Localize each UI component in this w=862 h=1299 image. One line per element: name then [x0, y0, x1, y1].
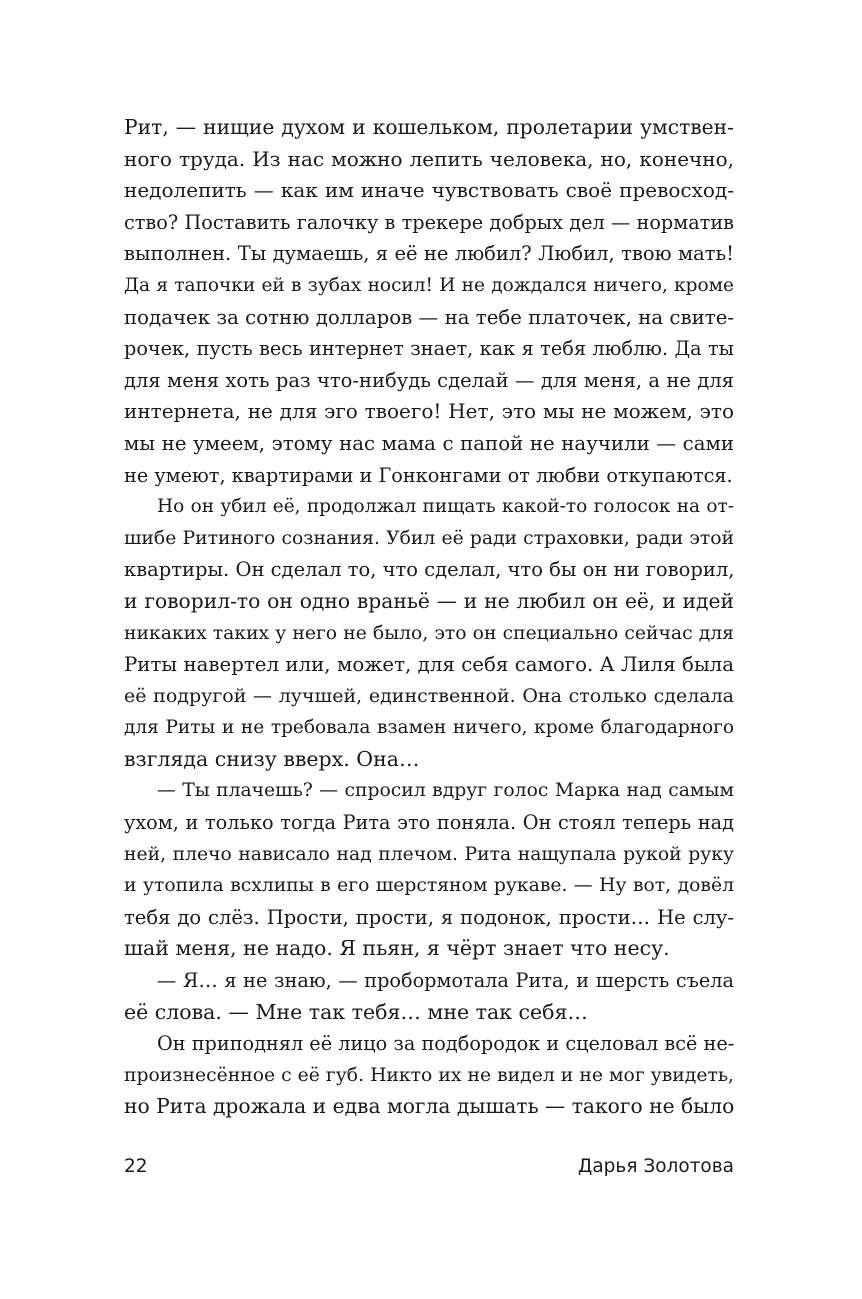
text-line: не умеют, квартирами и Гонконгами от любви откупаются.: [124, 463, 733, 487]
text-line: Да я тапочки ей в зубах носил! И не дождался ничего, кроме: [124, 274, 734, 296]
text-line: ней, плечо нависало над плечом. Рита нащупала рукой руку: [124, 843, 734, 865]
text-line: но Рита дрожала и едва могла дышать — такого не было: [124, 1094, 735, 1119]
text-line: мы не умеем, этому нас мама с папой не научили — сами: [124, 431, 734, 455]
author-name: Дарья Золотова: [577, 1156, 734, 1177]
text-line: шай меня, не надо. Я пьян, я чёрт знает что несу.: [124, 936, 670, 961]
page-number: 22: [124, 1156, 148, 1177]
body-text: [124, 112, 734, 1123]
text-line: и говорил-то он одно враньё — и не любил он её, и идей: [124, 588, 734, 613]
text-line: Рит, — нищие духом и кошельком, пролетарии умствен-: [124, 115, 734, 139]
text-line: её слова. — Мне так тебя… мне так себя…: [124, 999, 588, 1024]
text-line: ство? Поставить галочку в трекере добрых дел — норматив: [124, 210, 734, 234]
text-line: подачек за сотню долларов — на тебе платочек, на свите-: [124, 305, 735, 329]
text-line: для меня хоть раз что-нибудь сделай — для меня, а не для: [124, 368, 734, 392]
text-line: выполнен. Ты думаешь, я её не любил? Любил, твою мать!: [124, 242, 734, 266]
text-line: рочек, пусть весь интернет знает, как я тебя люблю. Да ты: [124, 337, 734, 361]
text-line: — Я… я не знаю, — пробормотала Рита, и шерсть съела: [157, 969, 734, 993]
text-line: ухом, и только тогда Рита это поняла. Он стоял теперь над: [124, 811, 734, 835]
text-line: её подругой — лучшей, единственной. Она столько сделала: [124, 684, 734, 707]
text-line: Но он убил её, продолжал пищать какой-то голосок на от-: [157, 496, 734, 518]
text-line: никаких таких у него не было, это он специально сейчас для: [124, 622, 734, 644]
text-line: для Риты и не требовала взамен ничего, кроме благодарного: [124, 717, 734, 739]
text-line: интернета, не для эго твоего! Нет, это мы не можем, это: [124, 399, 734, 424]
text-line: ного труда. Из нас можно лепить человека, но, конечно,: [124, 146, 734, 171]
text-line: шибе Ритиного сознания. Убил её ради страховки, ради этой: [124, 527, 734, 549]
text-line: тебя до слёз. Прости, прости, я подонок, прости… Не слу-: [124, 905, 734, 929]
text-line: — Ты плачешь? — спросил вдруг голос Марка над самым: [157, 780, 734, 802]
text-line: Он приподнял её лицо за подбородок и сцеловал всё не-: [157, 1032, 735, 1056]
text-line: произнесённое с её губ. Никто их не видел и не мог увидеть,: [124, 1064, 734, 1086]
text-line: Риты навертел или, может, для себя самого. А Лиля была: [124, 653, 734, 677]
text-line: и утопила всхлипы в его шерстяном рукаве. — Ну вот, довёл: [124, 875, 734, 897]
text-line: недолепить — как им иначе чувствовать своё превосход-: [124, 178, 734, 203]
text-line: квартиры. Он сделал то, что сделал, что бы он ни говорил,: [124, 558, 735, 582]
text-line: взгляда снизу вверх. Она…: [124, 746, 420, 771]
